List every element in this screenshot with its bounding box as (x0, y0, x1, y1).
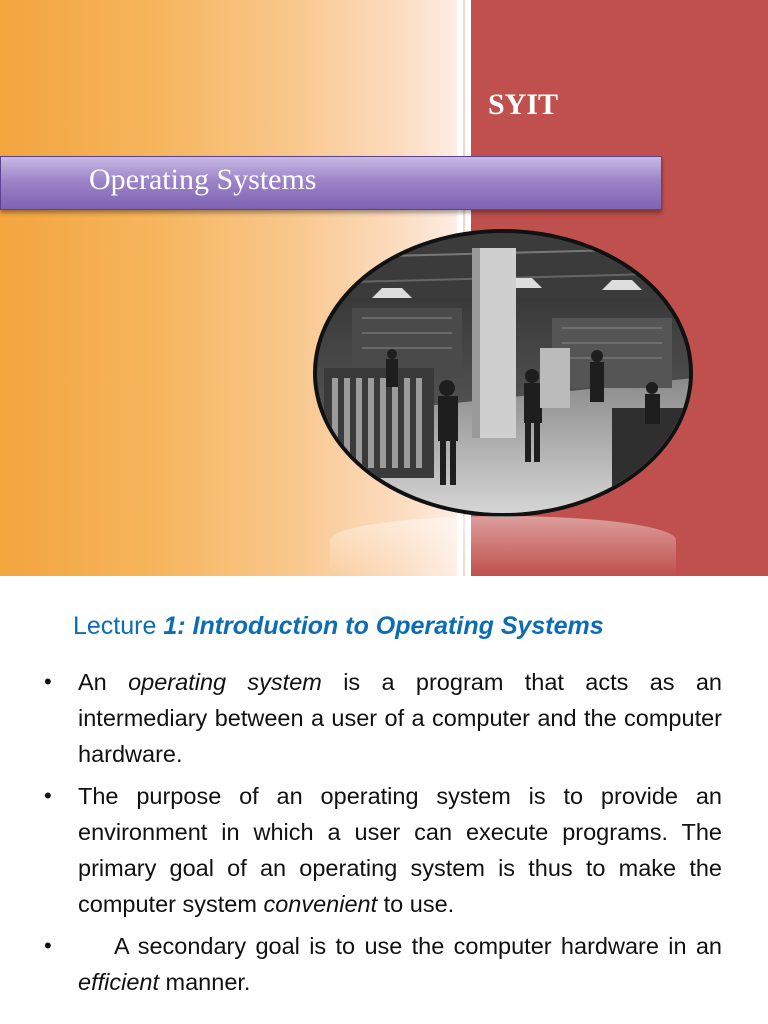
bullet-dot-icon: • (44, 669, 52, 694)
lecture-title: 1: Introduction to Operating Systems (163, 612, 604, 640)
bullet-text: An (78, 669, 129, 695)
vintage-computer-photo (312, 228, 694, 518)
bullet-text: A secondary goal is to use the computer hardware in an (114, 933, 722, 959)
photo-reflection (330, 516, 676, 576)
emphasis-text: convenient (263, 891, 378, 917)
bullet-text: manner. (159, 969, 251, 995)
brand-label: SYIT (488, 88, 559, 121)
bullet-dot-icon: • (44, 933, 52, 958)
lecture-prefix: Lecture (73, 612, 164, 640)
bullet-item (40, 928, 722, 1000)
bullet-text: is a program that acts as an intermediary between a user of a computer and the computer hardware. (78, 669, 723, 767)
bullet-list (40, 664, 722, 1006)
emphasis-text: efficient (78, 969, 159, 995)
emphasis-text: operating system (128, 669, 322, 695)
photo-image (312, 228, 694, 518)
page-title: Operating Systems (89, 163, 317, 196)
bullet-text: The purpose of an operating system is to provide an environment in which a user can execute programs. The primary goal of an operating system is thus to make the computer system (78, 783, 722, 917)
bullet-item (40, 778, 722, 922)
bullet-item (40, 664, 722, 772)
bullet-dot-icon: • (44, 783, 52, 808)
title-bar (0, 156, 662, 210)
bullet-text: to use. (377, 891, 455, 917)
lecture-heading (73, 612, 604, 641)
